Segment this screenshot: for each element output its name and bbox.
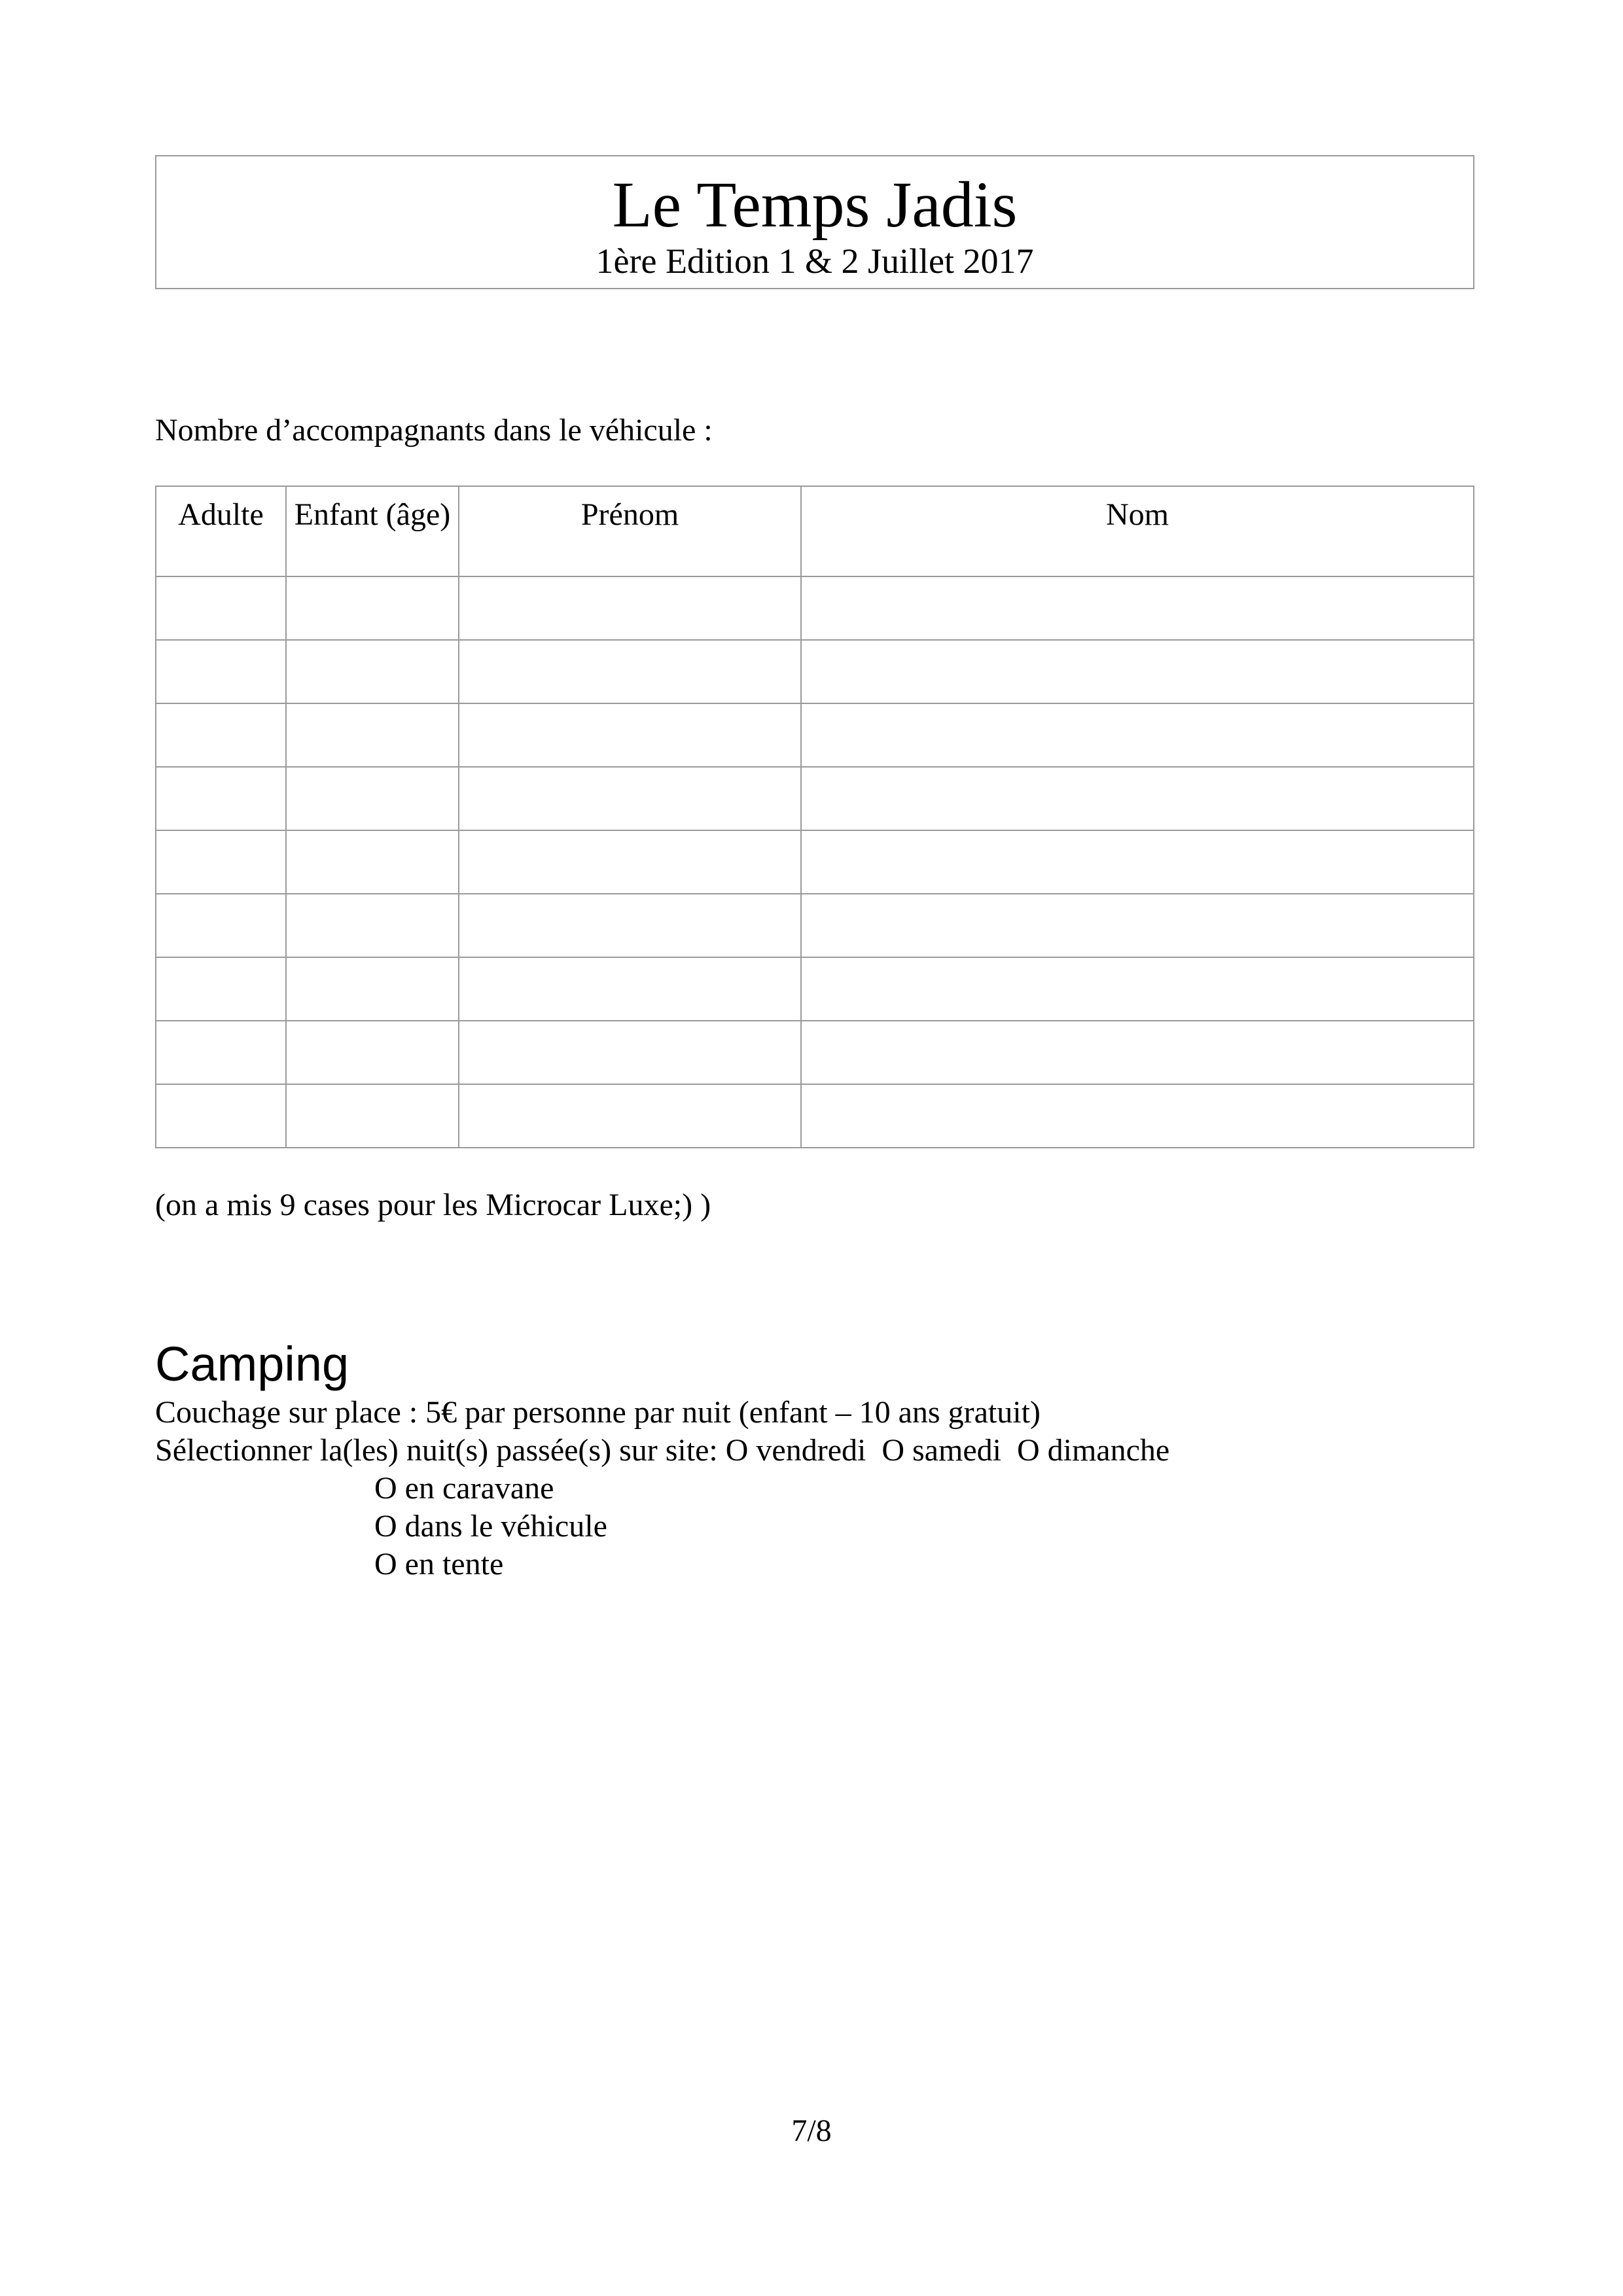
camping-nights-line: Sélectionner la(les) nuit(s) passée(s) sur site: O vendredi O samedi O dimanche bbox=[155, 1433, 1170, 1468]
adulte-cell[interactable] bbox=[156, 767, 286, 830]
table-row bbox=[156, 640, 1474, 703]
prenom-cell[interactable] bbox=[459, 894, 801, 957]
enfant-cell[interactable] bbox=[286, 576, 459, 640]
table-header-row bbox=[156, 486, 1474, 576]
nom-cell[interactable] bbox=[801, 576, 1474, 640]
document-subtitle: 1ère Edition 1 & 2 Juillet 2017 bbox=[596, 241, 1034, 281]
nom-cell[interactable] bbox=[801, 1084, 1474, 1148]
enfant-cell[interactable] bbox=[286, 1021, 459, 1084]
camping-option-vehicule: O dans le véhicule bbox=[374, 1509, 607, 1544]
prenom-cell[interactable] bbox=[459, 1021, 801, 1084]
adulte-cell[interactable] bbox=[156, 957, 286, 1021]
nom-cell[interactable] bbox=[801, 703, 1474, 767]
prenom-cell[interactable] bbox=[459, 1084, 801, 1148]
adulte-cell[interactable] bbox=[156, 830, 286, 894]
column-header-prenom: Prénom bbox=[459, 486, 801, 576]
enfant-cell[interactable] bbox=[286, 1084, 459, 1148]
enfant-cell[interactable] bbox=[286, 640, 459, 703]
camping-option-tente: O en tente bbox=[374, 1547, 504, 1581]
table-row bbox=[156, 576, 1474, 640]
enfant-cell[interactable] bbox=[286, 957, 459, 1021]
adulte-cell[interactable] bbox=[156, 1084, 286, 1148]
camping-option-caravane: O en caravane bbox=[374, 1471, 554, 1506]
table-row bbox=[156, 957, 1474, 1021]
table-row bbox=[156, 703, 1474, 767]
enfant-cell[interactable] bbox=[286, 830, 459, 894]
camping-price-line: Couchage sur place : 5€ par personne par nuit (enfant – 10 ans gratuit) bbox=[155, 1395, 1041, 1430]
title-box bbox=[155, 155, 1474, 289]
nom-cell[interactable] bbox=[801, 894, 1474, 957]
adulte-cell[interactable] bbox=[156, 703, 286, 767]
prenom-cell[interactable] bbox=[459, 767, 801, 830]
column-header-adulte: Adulte bbox=[156, 486, 286, 576]
nom-cell[interactable] bbox=[801, 1021, 1474, 1084]
table-row bbox=[156, 894, 1474, 957]
companions-label: Nombre d’accompagnants dans le véhicule : bbox=[155, 413, 713, 448]
nom-cell[interactable] bbox=[801, 640, 1474, 703]
column-header-enfant: Enfant (âge) bbox=[286, 486, 459, 576]
document-title: Le Temps Jadis bbox=[612, 168, 1018, 241]
table-row bbox=[156, 767, 1474, 830]
table-row bbox=[156, 1021, 1474, 1084]
enfant-cell[interactable] bbox=[286, 894, 459, 957]
table-note: (on a mis 9 cases pour les Microcar Luxe;) ) bbox=[155, 1188, 711, 1222]
companions-table bbox=[155, 486, 1474, 1148]
adulte-cell[interactable] bbox=[156, 894, 286, 957]
adulte-cell[interactable] bbox=[156, 640, 286, 703]
adulte-cell[interactable] bbox=[156, 576, 286, 640]
column-header-nom: Nom bbox=[801, 486, 1474, 576]
table-row bbox=[156, 1084, 1474, 1148]
prenom-cell[interactable] bbox=[459, 576, 801, 640]
prenom-cell[interactable] bbox=[459, 703, 801, 767]
prenom-cell[interactable] bbox=[459, 640, 801, 703]
camping-heading: Camping bbox=[155, 1337, 349, 1391]
nom-cell[interactable] bbox=[801, 767, 1474, 830]
table-row bbox=[156, 830, 1474, 894]
page-number: 7/8 bbox=[791, 2113, 832, 2148]
prenom-cell[interactable] bbox=[459, 957, 801, 1021]
enfant-cell[interactable] bbox=[286, 703, 459, 767]
adulte-cell[interactable] bbox=[156, 1021, 286, 1084]
prenom-cell[interactable] bbox=[459, 830, 801, 894]
nom-cell[interactable] bbox=[801, 957, 1474, 1021]
enfant-cell[interactable] bbox=[286, 767, 459, 830]
nom-cell[interactable] bbox=[801, 830, 1474, 894]
